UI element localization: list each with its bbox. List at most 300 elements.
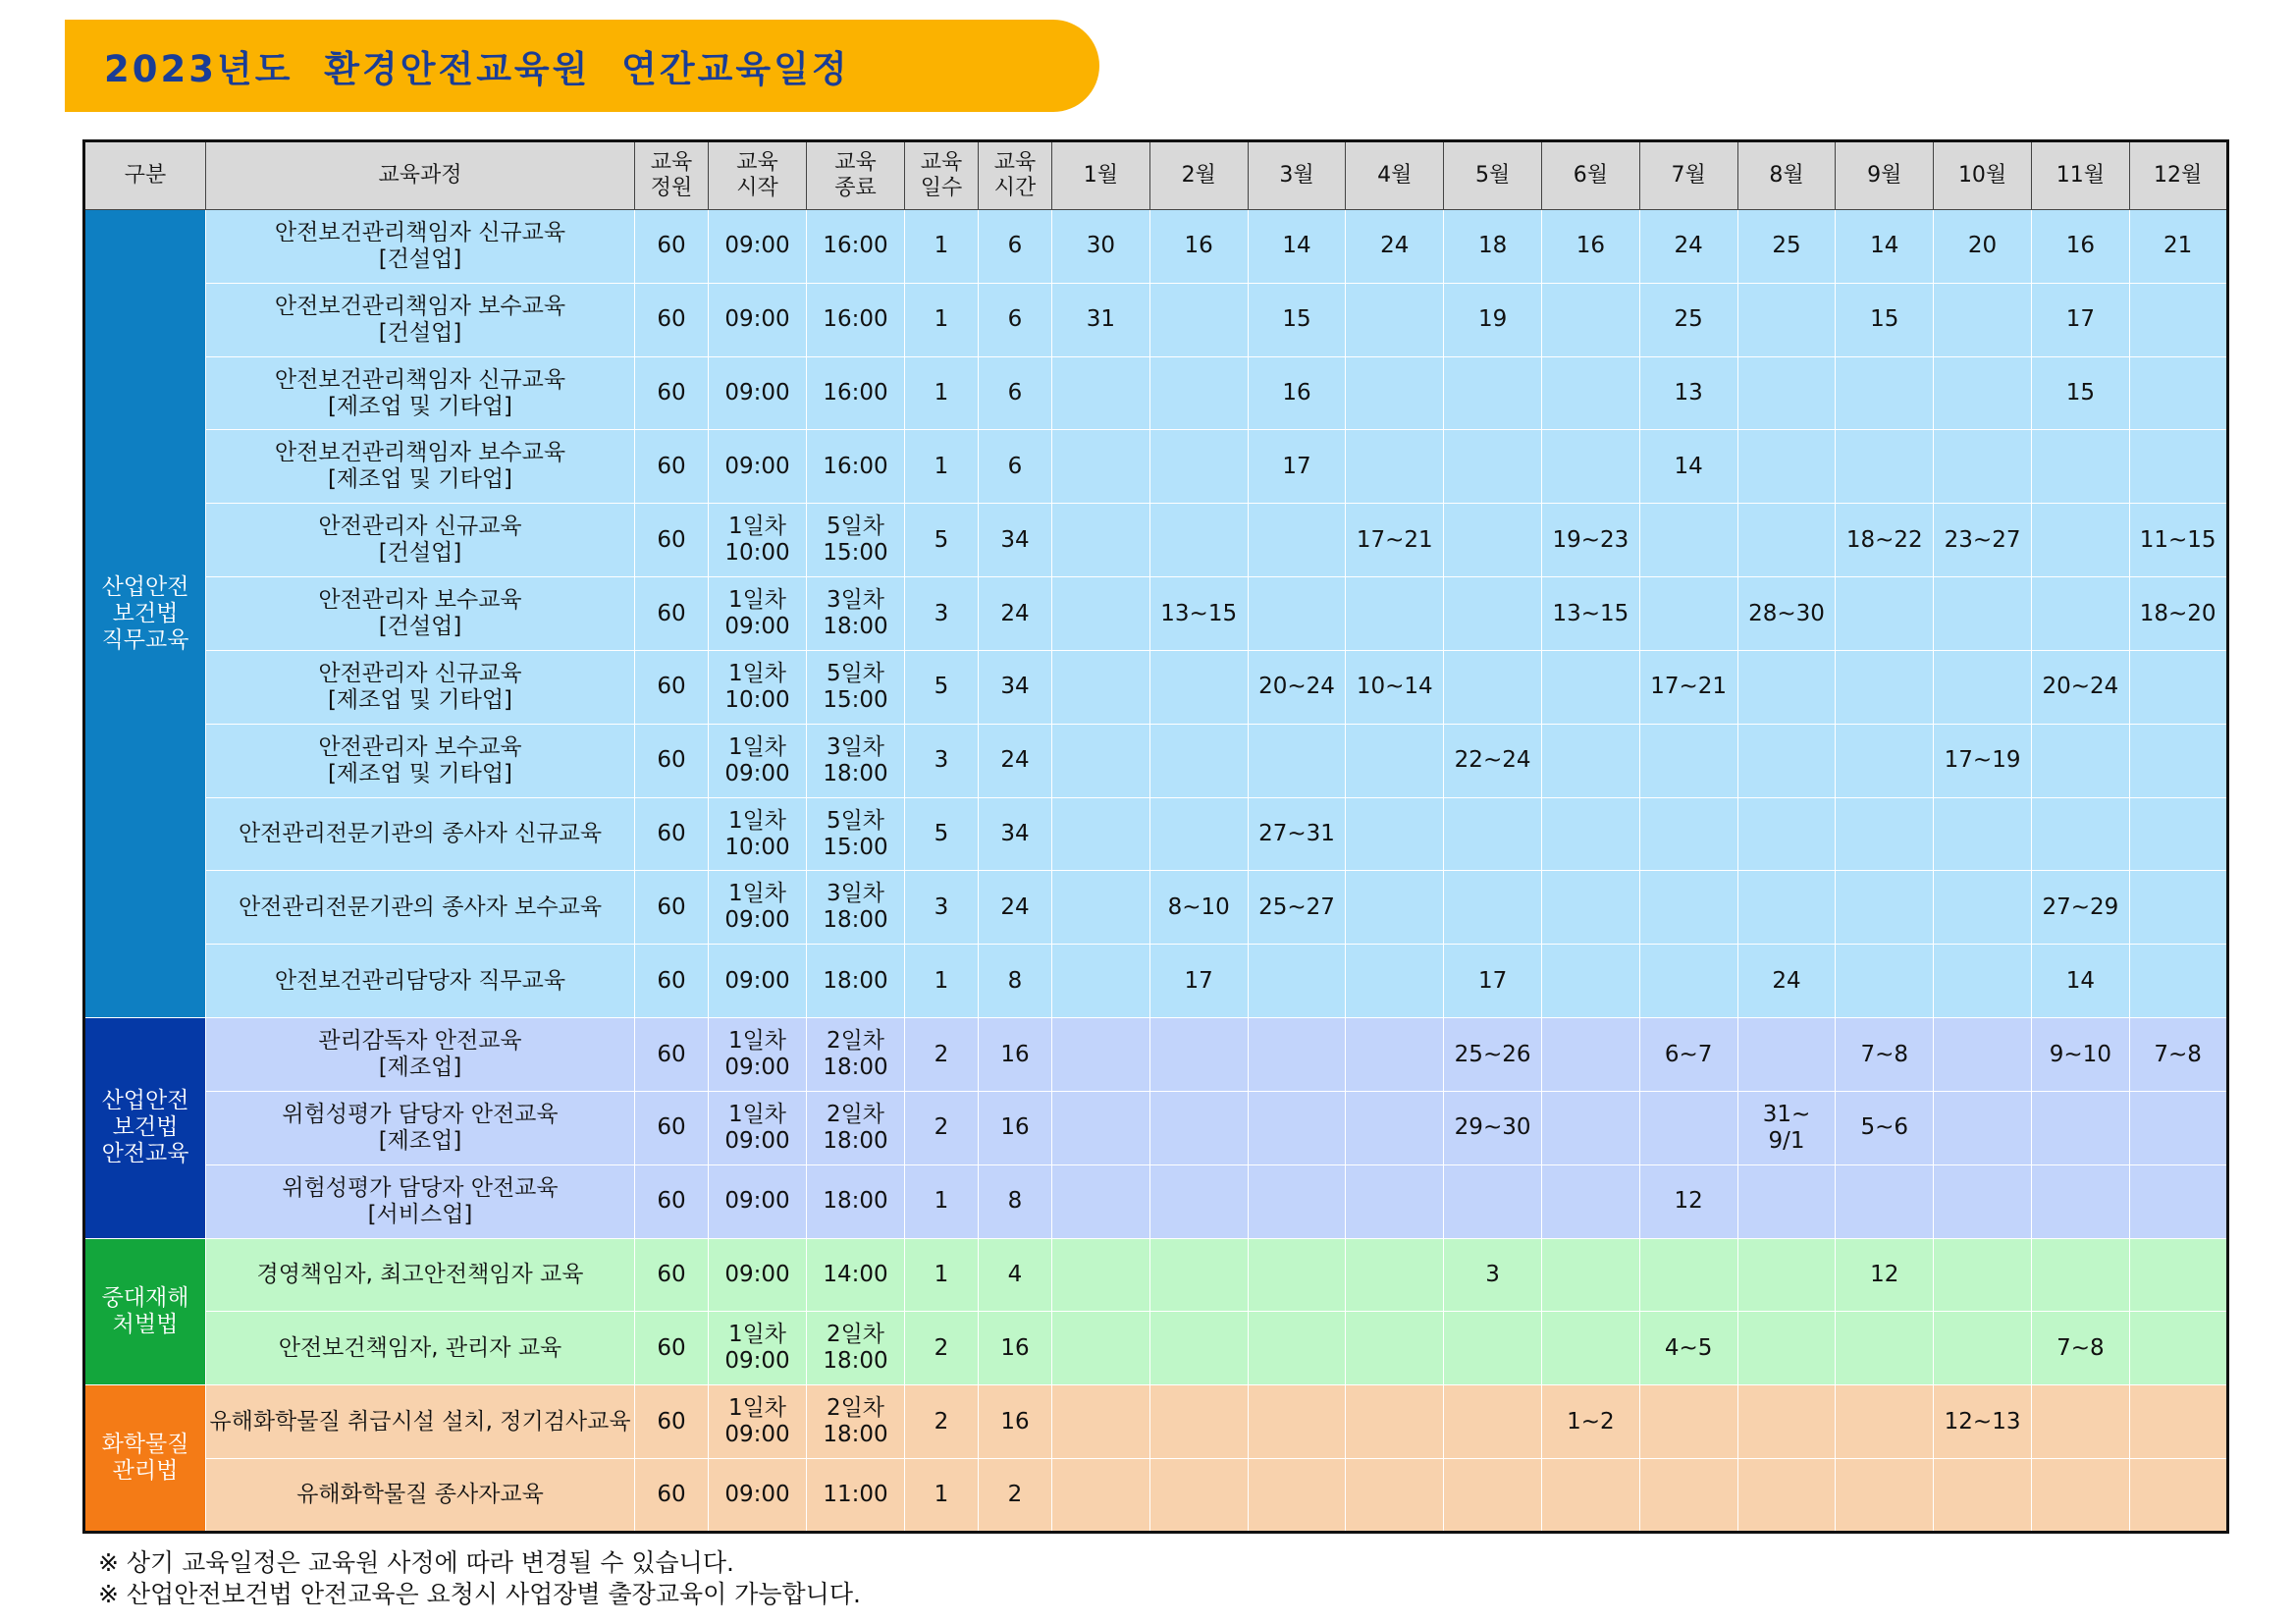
days-cell: 5: [905, 797, 979, 871]
start-text: 09:00: [724, 967, 790, 994]
date-text: 7~8: [2154, 1041, 2202, 1067]
course-cell: [206, 1018, 635, 1092]
month-cell: [1541, 283, 1639, 356]
month-cell: [1149, 1018, 1248, 1092]
date-text: 17: [2065, 306, 2095, 333]
column-header-text: 9월: [1867, 163, 1902, 188]
start-text: 09:00: [724, 1055, 790, 1081]
month-cell: [1934, 1091, 2032, 1164]
days-cell: 5: [905, 650, 979, 724]
month-cell: [1149, 430, 1248, 504]
month-cell: [1248, 1385, 1346, 1459]
days-cell: 2: [905, 1018, 979, 1092]
date-text: 8~10: [1167, 893, 1230, 920]
course-cell: [206, 724, 635, 797]
hours-cell: 34: [979, 650, 1052, 724]
course-cell: [206, 577, 635, 651]
course-text: 안전보건관리책임자 신규교육: [274, 366, 566, 393]
hours-cell: 16: [979, 1018, 1052, 1092]
date-text: 13: [1674, 380, 1703, 406]
course-cell: [206, 504, 635, 577]
days-cell: 1: [905, 430, 979, 504]
month-cell: [2031, 1459, 2129, 1533]
month-cell: [1541, 356, 1639, 430]
table-row: [84, 1385, 2228, 1459]
capacity-cell: 60: [635, 871, 709, 945]
table-row: [84, 356, 2228, 430]
end-text: 5일차: [826, 660, 885, 686]
column-header: [1346, 141, 1444, 210]
month-cell: [1346, 430, 1444, 504]
month-cell: [1248, 945, 1346, 1018]
month-cell: [1052, 283, 1150, 356]
hours-cell: 16: [979, 1385, 1052, 1459]
end-cell: [807, 1385, 905, 1459]
month-cell: [1836, 1385, 1934, 1459]
days-cell: 1: [905, 945, 979, 1018]
course-text: 유해화학물질 종사자교육: [296, 1481, 544, 1507]
month-cell: [1149, 1459, 1248, 1533]
hours-cell: 2: [979, 1459, 1052, 1533]
month-cell: [1346, 210, 1444, 284]
start-text: 09:00: [724, 306, 790, 333]
month-cell: [1149, 797, 1248, 871]
capacity-cell: 60: [635, 1091, 709, 1164]
date-text: 14: [1870, 233, 1899, 259]
start-text: 10:00: [724, 834, 790, 860]
month-cell: [1149, 577, 1248, 651]
start-cell: [709, 650, 807, 724]
month-cell: [1149, 356, 1248, 430]
month-cell: [1444, 1459, 1542, 1533]
course-text: [건설업]: [378, 319, 462, 346]
table-row: [84, 1459, 2228, 1533]
course-cell: [206, 210, 635, 284]
month-cell: [1248, 210, 1346, 284]
end-cell: [807, 283, 905, 356]
month-cell: [1836, 1164, 1934, 1238]
capacity-cell: 60: [635, 797, 709, 871]
date-text: 20~24: [1258, 674, 1335, 700]
category-text: 보건법: [112, 600, 179, 626]
month-cell: [1444, 430, 1542, 504]
course-text: 안전관리자 신규교육: [318, 660, 522, 686]
category-cell: [84, 1238, 206, 1385]
capacity-cell: 60: [635, 1459, 709, 1533]
month-cell: [2129, 430, 2227, 504]
end-text: 16:00: [823, 453, 888, 479]
title-banner: [65, 20, 1099, 112]
course-text: 안전관리자 보수교육: [318, 733, 522, 760]
month-cell: [1052, 210, 1150, 284]
capacity-cell: 60: [635, 356, 709, 430]
start-text: 09:00: [724, 380, 790, 406]
end-text: 11:00: [823, 1481, 888, 1507]
month-cell: [1541, 1238, 1639, 1312]
course-text: 경영책임자, 최고안전책임자 교육: [256, 1262, 584, 1287]
month-cell: [1346, 283, 1444, 356]
column-header-text: 5월: [1474, 163, 1511, 188]
month-cell: [1836, 577, 1934, 651]
end-text: 18:00: [823, 1348, 888, 1375]
date-text: 17: [1184, 967, 1213, 994]
column-header-text: 8월: [1769, 163, 1804, 188]
course-text: [건설업]: [378, 540, 462, 567]
date-text: 9/1: [1768, 1127, 1805, 1154]
date-text: 31: [1086, 306, 1116, 333]
date-text: 13~15: [1160, 600, 1238, 626]
course-text: 위험성평가 담당자 안전교육: [282, 1174, 559, 1201]
hours-cell: 8: [979, 945, 1052, 1018]
course-cell: [206, 871, 635, 945]
date-text: 23~27: [1944, 526, 2021, 553]
month-cell: [2031, 871, 2129, 945]
month-cell: [1737, 504, 1836, 577]
column-header-text: 교육: [736, 150, 778, 175]
days-cell: 1: [905, 1459, 979, 1533]
column-header-text: 교육: [993, 150, 1037, 175]
course-cell: [206, 1238, 635, 1312]
month-cell: [1737, 871, 1836, 945]
days-cell: 1: [905, 210, 979, 284]
category-text: 직무교육: [101, 626, 189, 653]
column-header-text: 2월: [1181, 163, 1216, 188]
days-cell: 1: [905, 283, 979, 356]
month-cell: [1444, 283, 1542, 356]
month-cell: [1541, 871, 1639, 945]
hours-cell: 8: [979, 1164, 1052, 1238]
capacity-cell: 60: [635, 1385, 709, 1459]
month-cell: [1346, 1238, 1444, 1312]
month-cell: [1052, 1459, 1150, 1533]
month-cell: [1836, 945, 1934, 1018]
column-header: [807, 141, 905, 210]
capacity-cell: 60: [635, 504, 709, 577]
column-header-text: 4월: [1377, 163, 1413, 188]
days-cell: 1: [905, 1164, 979, 1238]
date-text: 16: [2065, 233, 2095, 259]
column-header: [84, 141, 206, 210]
end-cell: [807, 945, 905, 1018]
month-cell: [1248, 724, 1346, 797]
month-cell: [1639, 283, 1737, 356]
start-text: 1일차: [727, 587, 787, 614]
month-cell: [1934, 1385, 2032, 1459]
date-text: 20: [1967, 233, 1998, 259]
month-cell: [1346, 356, 1444, 430]
month-cell: [1541, 1018, 1639, 1092]
end-cell: [807, 577, 905, 651]
month-cell: [1836, 283, 1934, 356]
hours-cell: 6: [979, 430, 1052, 504]
table-row: [84, 945, 2228, 1018]
capacity-cell: 60: [635, 650, 709, 724]
category-cell: [84, 1385, 206, 1533]
hours-cell: 6: [979, 210, 1052, 284]
month-cell: [2031, 1091, 2129, 1164]
month-cell: [1149, 650, 1248, 724]
end-cell: [807, 1459, 905, 1533]
date-text: 27~31: [1258, 821, 1335, 847]
date-text: 15: [1282, 306, 1311, 333]
column-header: [206, 141, 635, 210]
end-text: 2일차: [826, 1101, 885, 1127]
month-cell: [1836, 1459, 1934, 1533]
course-cell: [206, 283, 635, 356]
month-cell: [2129, 724, 2227, 797]
end-text: 2일차: [826, 1028, 885, 1055]
end-cell: [807, 797, 905, 871]
month-cell: [1541, 650, 1639, 724]
month-cell: [1934, 1312, 2032, 1385]
end-cell: [807, 1091, 905, 1164]
date-text: 14: [1282, 233, 1311, 259]
date-text: 15: [2065, 380, 2095, 406]
end-cell: [807, 1312, 905, 1385]
month-cell: [2129, 1164, 2227, 1238]
month-cell: [1737, 1312, 1836, 1385]
end-text: 16:00: [823, 306, 888, 333]
month-cell: [1052, 650, 1150, 724]
month-cell: [1149, 1385, 1248, 1459]
date-text: 17~21: [1356, 526, 1433, 553]
start-text: 10:00: [724, 686, 790, 713]
start-cell: [709, 577, 807, 651]
month-cell: [1836, 356, 1934, 430]
date-text: 24: [1380, 233, 1410, 259]
month-cell: [1346, 724, 1444, 797]
course-cell: [206, 1164, 635, 1238]
course-text: 안전관리자 보수교육: [318, 587, 522, 614]
capacity-cell: 60: [635, 1164, 709, 1238]
month-cell: [1737, 724, 1836, 797]
schedule-table: [82, 139, 2229, 1534]
column-header: [1541, 141, 1639, 210]
month-cell: [1836, 1238, 1934, 1312]
month-cell: [1639, 1091, 1737, 1164]
date-text: 18~20: [2139, 600, 2216, 626]
month-cell: [2031, 650, 2129, 724]
column-header: [1737, 141, 1836, 210]
end-text: 18:00: [823, 1127, 888, 1154]
start-text: 1일차: [727, 1395, 787, 1422]
month-cell: [1934, 650, 2032, 724]
start-text: 09:00: [724, 233, 790, 259]
month-cell: [2031, 1312, 2129, 1385]
month-cell: [1541, 797, 1639, 871]
month-cell: [1346, 577, 1444, 651]
month-cell: [1444, 577, 1542, 651]
end-cell: [807, 724, 905, 797]
month-cell: [1248, 650, 1346, 724]
start-cell: [709, 356, 807, 430]
end-cell: [807, 504, 905, 577]
month-cell: [1737, 945, 1836, 1018]
month-cell: [1052, 1312, 1150, 1385]
days-cell: 5: [905, 504, 979, 577]
start-text: 09:00: [724, 760, 790, 786]
month-cell: [1149, 945, 1248, 1018]
category-cell: [84, 1018, 206, 1238]
month-cell: [1737, 283, 1836, 356]
date-text: 1~2: [1567, 1408, 1615, 1435]
category-text: 보건법: [112, 1114, 179, 1141]
end-text: 5일차: [826, 514, 885, 540]
month-cell: [1052, 797, 1150, 871]
month-cell: [2031, 797, 2129, 871]
month-cell: [1248, 577, 1346, 651]
start-text: 09:00: [724, 1481, 790, 1507]
table-row: [84, 210, 2228, 284]
capacity-cell: 60: [635, 1018, 709, 1092]
date-text: 25: [1772, 233, 1801, 259]
column-header-text: 1월: [1083, 163, 1119, 188]
days-cell: 1: [905, 356, 979, 430]
course-text: [서비스업]: [367, 1201, 473, 1227]
month-cell: [1934, 356, 2032, 430]
column-header: [905, 141, 979, 210]
month-cell: [1836, 724, 1934, 797]
month-cell: [1639, 1164, 1737, 1238]
date-text: 24: [1674, 233, 1703, 259]
month-cell: [1737, 797, 1836, 871]
capacity-cell: 60: [635, 945, 709, 1018]
end-text: 2일차: [826, 1395, 885, 1422]
start-text: 09:00: [724, 1262, 790, 1287]
month-cell: [1149, 210, 1248, 284]
days-cell: 1: [905, 1238, 979, 1312]
month-cell: [1639, 1385, 1737, 1459]
date-text: 7~8: [1860, 1041, 1909, 1067]
month-cell: [2129, 1238, 2227, 1312]
month-cell: [1346, 1312, 1444, 1385]
days-cell: 2: [905, 1385, 979, 1459]
month-cell: [1444, 1238, 1542, 1312]
month-cell: [1149, 1312, 1248, 1385]
date-text: 22~24: [1454, 747, 1531, 774]
course-text: 안전보건책임자, 관리자 교육: [278, 1334, 562, 1361]
hours-cell: 6: [979, 283, 1052, 356]
course-cell: [206, 1459, 635, 1533]
month-cell: [1639, 1018, 1737, 1092]
end-cell: [807, 1164, 905, 1238]
end-text: 18:00: [823, 614, 888, 640]
month-cell: [1934, 871, 2032, 945]
start-text: 09:00: [724, 614, 790, 640]
month-cell: [2129, 283, 2227, 356]
column-header-text: 11월: [2056, 163, 2105, 188]
start-cell: [709, 945, 807, 1018]
start-cell: [709, 1164, 807, 1238]
date-text: 6~7: [1664, 1041, 1713, 1067]
date-text: 18: [1477, 233, 1508, 259]
end-cell: [807, 356, 905, 430]
month-cell: [1346, 650, 1444, 724]
month-cell: [1346, 945, 1444, 1018]
course-text: [제조업 및 기타업]: [327, 393, 513, 419]
notes: [98, 1547, 861, 1610]
month-cell: [1052, 504, 1150, 577]
date-text: 19~23: [1552, 526, 1629, 553]
month-cell: [1934, 577, 2032, 651]
column-header-text: 정원: [650, 176, 693, 200]
column-header: [1639, 141, 1737, 210]
start-cell: [709, 724, 807, 797]
days-cell: 2: [905, 1091, 979, 1164]
end-text: 16:00: [823, 233, 888, 259]
column-header-text: 교육: [834, 150, 877, 175]
month-cell: [2129, 650, 2227, 724]
month-cell: [1737, 1164, 1836, 1238]
month-cell: [1541, 430, 1639, 504]
end-cell: [807, 430, 905, 504]
month-cell: [2031, 283, 2129, 356]
end-text: 15:00: [823, 540, 888, 567]
end-text: 18:00: [823, 1422, 888, 1448]
month-cell: [1149, 283, 1248, 356]
month-cell: [1934, 797, 2032, 871]
month-cell: [1541, 577, 1639, 651]
month-cell: [2031, 1385, 2129, 1459]
date-text: 17: [1477, 967, 1508, 994]
month-cell: [1444, 1312, 1542, 1385]
month-cell: [1541, 504, 1639, 577]
month-cell: [1444, 1018, 1542, 1092]
month-cell: [1444, 210, 1542, 284]
column-header-text: 12월: [2154, 163, 2203, 188]
month-cell: [1248, 283, 1346, 356]
month-cell: [1149, 724, 1248, 797]
month-cell: [1541, 210, 1639, 284]
month-cell: [1149, 1091, 1248, 1164]
month-cell: [1737, 1459, 1836, 1533]
table-row: [84, 797, 2228, 871]
end-cell: [807, 1238, 905, 1312]
month-cell: [1934, 1459, 2032, 1533]
month-cell: [1346, 1459, 1444, 1533]
month-cell: [1639, 724, 1737, 797]
note-line: ※ 산업안전보건법 안전교육은 요청시 사업장별 출장교육이 가능합니다.: [98, 1580, 861, 1608]
hours-cell: 6: [979, 356, 1052, 430]
category-text: 중대재해: [101, 1284, 189, 1311]
column-header-text: 시작: [736, 176, 778, 200]
table-row: [84, 1091, 2228, 1164]
month-cell: [1639, 577, 1737, 651]
month-cell: [1444, 356, 1542, 430]
course-text: [제조업 및 기타업]: [327, 466, 513, 493]
date-text: 21: [2163, 233, 2193, 259]
course-text: [제조업]: [378, 1127, 462, 1154]
start-text: 1일차: [727, 514, 787, 540]
month-cell: [1444, 1385, 1542, 1459]
month-cell: [1737, 356, 1836, 430]
month-cell: [1737, 577, 1836, 651]
month-cell: [1639, 871, 1737, 945]
column-header-text: 일수: [920, 176, 963, 200]
days-cell: 2: [905, 1312, 979, 1385]
end-text: 15:00: [823, 686, 888, 713]
month-cell: [1248, 1018, 1346, 1092]
month-cell: [1444, 1164, 1542, 1238]
month-cell: [2129, 797, 2227, 871]
month-cell: [1541, 1164, 1639, 1238]
column-header-text: 3월: [1279, 163, 1314, 188]
course-text: 안전보건관리책임자 신규교육: [274, 219, 566, 245]
start-text: 10:00: [724, 540, 790, 567]
month-cell: [1737, 430, 1836, 504]
column-header-text: 교육: [920, 150, 963, 175]
date-text: 15: [1870, 306, 1899, 333]
